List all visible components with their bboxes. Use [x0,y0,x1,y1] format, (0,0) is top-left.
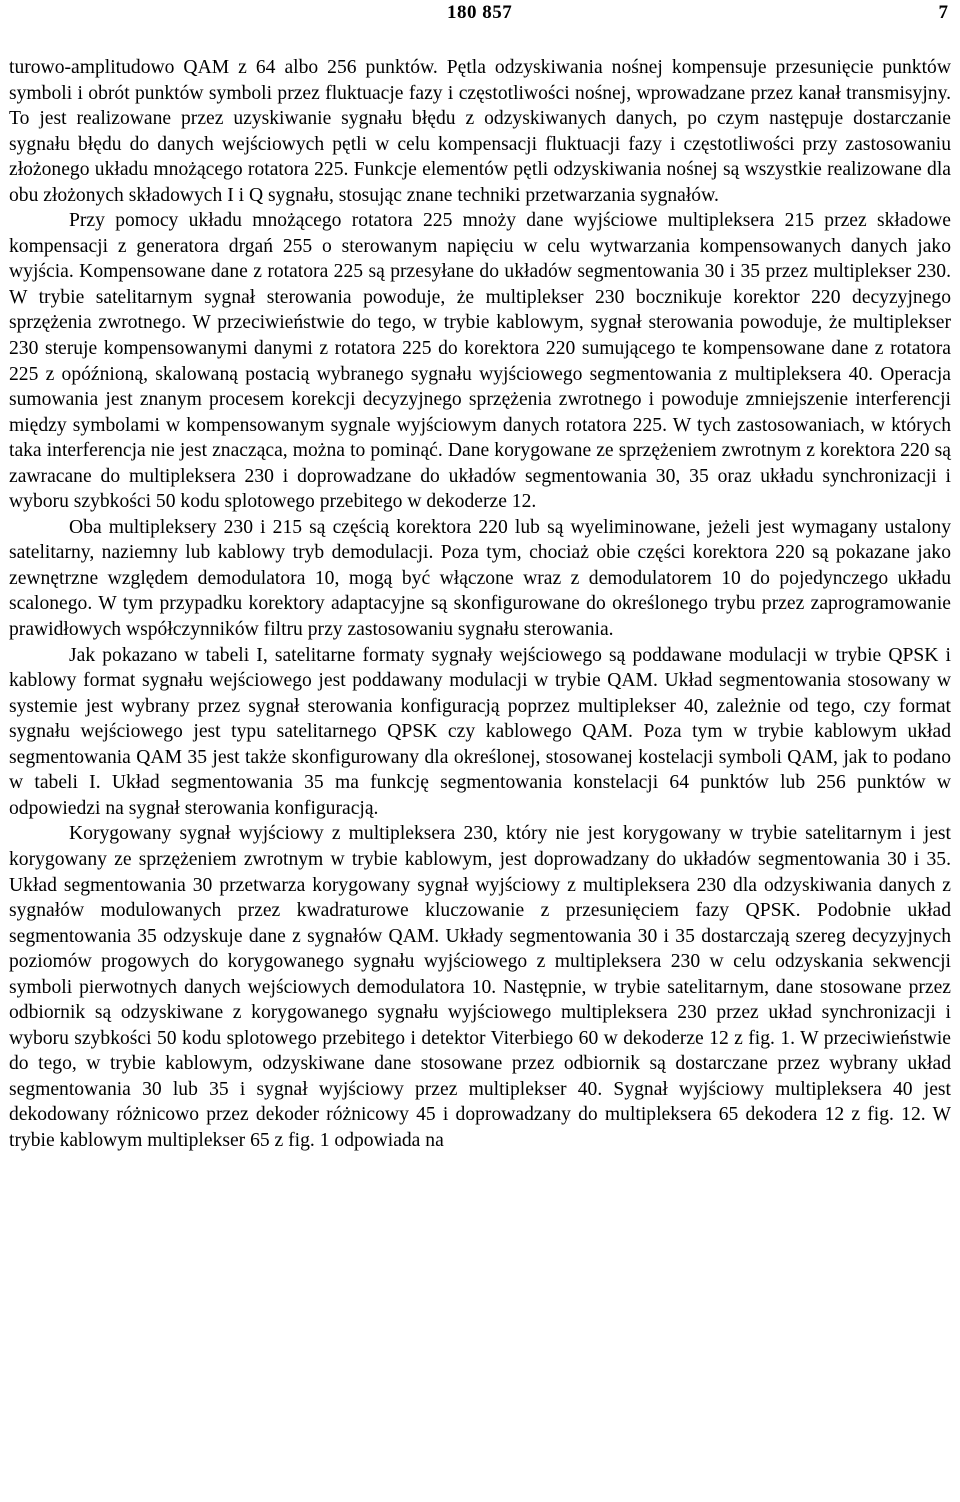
body-text [9,55,951,1154]
paragraph-carrier-recovery: turowo-amplitudowo QAM z 64 albo 256 punktów. Pętla odzyskiwania nośnej kompensuje przesunięcie punktów symboli i obrót punktów symboli przez fluktuacje fazy i częstotliwości nośnej, wprowadzane przez kanał transmisyjny. To jest realizowane przez uzyskiwanie sygnału błędu z odzyskiwanych danych, po czym następuje dostarczanie sygnału błędu do danych wejściowych pętli w celu kompensacji fluktuacji fazy i częstotliwości przy zastosowaniu złożonego układu mnożącego rotatora 225. Funkcje elementów pętli odzyskiwania nośnej są wszystkie realizowane dla obu złożonych składowych I i Q sygnału, stosując znane techniki przetwarzania sygnałów. [9,57,951,206]
page-header [0,0,960,36]
paragraph-multiplexers: Oba multipleksery 230 i 215 są częścią korektora 220 lub są wyeliminowane, jeżeli jest wymagany ustalony satelitarny, naziemny lub kablowy tryb demodulacji. Poza tym, chociaż obie części korektora 220 są pokazane jako zewnętrzne względem demodulatora 10, mogą być włączone wraz z demodulatorem 10 do pojedynczego układu scalonego. W tym przypadku korektory adaptacyjne są skonfigurowane do określonego trybu przez zaprogramowanie prawidłowych współczynników filtru przy zastosowaniu sygnału sterowania. [9,516,951,641]
page-number: 7 [938,2,948,23]
patent-number: 180 857 [447,2,513,23]
paragraph-rotator-multiplier: Przy pomocy układu mnożącego rotatora 225 mnoży dane wyjściowe multipleksera 215 przez składowe kompensacji z generatora drgań 255 o sterowanym napięciu w celu wytwarzania kompensowanych danych jako wyjścia. Kompensowane dane z rotatora 225 są przesyłane do układów segmentowania 30 i 35 przez multiplekser 230. W trybie satelitarnym sygnał sterowania powoduje, że multiplekser 230 bocznikuje korektor 220 decyzyjnego sprzężenia zwrotnego. W przeciwieństwie do tego, w trybie kablowym, sygnał sterowania powoduje, że multiplekser 230 steruje kompensowanymi danymi z rotatora 225 do korektora 220 sumującego te kompensowane dane z rotatora 225 z opóźnioną, skalowaną postacią wybranego sygnału wyjściowego segmentowania z multipleksera 40. Operacja sumowania jest znanym procesem korekcji decyzyjnego sprzężenia zwrotnego i powoduje zmniejszenie interferencji między symbolami w kompensowanym sygnale wyjściowym danych rotatora 225. W tych zastosowaniach, w których taka interferencja nie jest znacząca, można to pominąć. Dane korygowane ze sprzężeniem zwrotnym z korektora 220 są zawracane do multipleksera 230 i doprowadzane do układów segmentowania 30, 35 oraz układu synchronizacji i wyboru szybkości 50 kodu splotowego przebitego w dekoderze 12. [9,210,951,513]
paragraph-table-formats: Jak pokazano w tabeli I, satelitarne formaty sygnały wejściowego są poddawane modulacji w trybie QPSK i kablowy format sygnału wejściowego jest poddawany modulacji w trybie QAM. Układ segmentowania stosowany w systemie jest wybrany przez sygnał sterowania konfiguracją poprzez multiplekser 40, zależnie od tego, czy format sygnału wejściowego jest typu satelitarnego QPSK czy kablowego QAM. Poza tym w trybie kablowym układ segmentowania QAM 35 jest także skonfigurowany dla określonej, stosowanej kostelacji symboli QAM, jak to podano w tabeli I. Układ segmentowania 35 ma funkcję segmentowania konstelacji 64 punktów lub 256 punktów w odpowiedzi na sygnał sterowania konfiguracją. [9,644,951,819]
paragraph-corrected-output: Korygowany sygnał wyjściowy z multipleksera 230, który nie jest korygowany w trybie satelitarnym i jest korygowany ze sprzężeniem zwrotnym w trybie kablowym, jest doprowadzany do układów segmentowania 30 i 35. Układ segmentowania 30 przetwarza korygowany sygnał wyjściowy z multipleksera 230 dla odzyskiwania danych z sygnałów modulowanych przez kwadraturowe kluczowanie z przesunięciem fazy QPSK. Podobnie układ segmentowania 35 odzyskuje dane z sygnałów QAM. Układy segmentowania 30 i 35 dostarczają szereg decyzyjnych poziomów progowych do korygowanego sygnału wyjściowego z multipleksera 230 w celu odzyskania sekwencji symboli pierwotnych danych wejściowych demodulatora 10. Następnie, w trybie satelitarnym, dane stosowane przez odbiornik są odzyskiwane z korygowanego sygnału wyjściowego multipleksera 230 przez układ synchronizacji i wyboru szybkości 50 kodu splotowego przebitego i detektor Viterbiego 60 w dekoderze 12 z fig. 1. W przeciwieństwie do tego, w trybie kablowym, odzyskiwane dane stosowane przez odbiornik są dostarczane przez wybrany układ segmentowania 30 lub 35 i sygnał wyjściowy przez multiplekser 40. Sygnał wyjściowy multipleksera 40 jest dekodowany różnicowo przez dekoder różnicowy 45 i doprowadzany do multipleksera 65 dekodera 12 z fig. 12. W trybie kablowym multiplekser 65 z fig. 1 odpowiada na [9,823,951,1151]
